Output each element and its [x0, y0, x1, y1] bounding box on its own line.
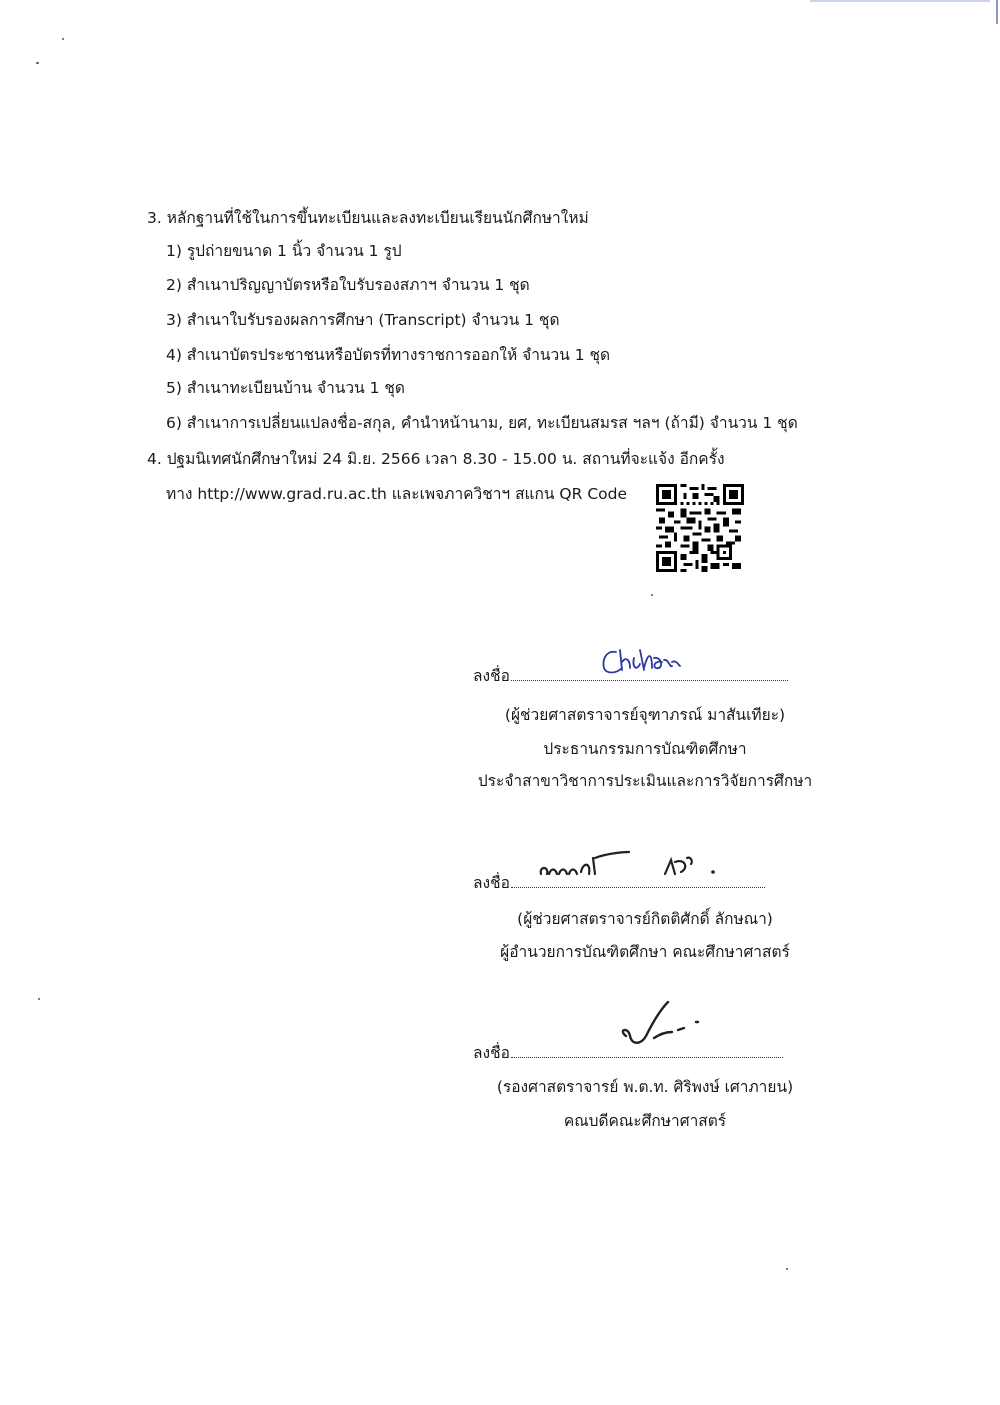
section-3-item: 4) สำเนาบัตรประชาชนหรือบัตรที่ทางราชการออกให้ จำนวน 1 ชุด	[166, 346, 611, 364]
signature-label: ลงชื่อ	[473, 667, 510, 685]
signer-title: ประธานกรรมการบัณฑิตศึกษา	[543, 740, 747, 758]
section-4-line: 4. ปฐมนิเทศนักศึกษาใหม่ 24 มิ.ย. 2566 เวลา 8.30 - 15.00 น. สถานที่จะแจ้ง อีกครั้ง	[147, 450, 725, 468]
signature-image	[535, 848, 745, 888]
section-3-item: 1) รูปถ่ายขนาด 1 นิ้ว จำนวน 1 รูป	[166, 242, 402, 260]
scan-speck	[786, 1268, 788, 1270]
scan-speck	[36, 62, 39, 64]
signer-title: คณบดีคณะศึกษาศาสตร์	[563, 1112, 727, 1130]
section-3-item: 2) สำเนาปริญญาบัตรหรือใบรับรองสภาฯ จำนวน 1 ชุด	[166, 276, 530, 294]
section-4-line: ทาง http://www.grad.ru.ac.th และเพจภาควิชาฯ สแกน QR Code	[166, 485, 628, 503]
signer-name: (ผู้ช่วยศาสตราจารย์กิตติศักดิ์ ลักษณา)	[517, 910, 773, 928]
signer-title: ผู้อำนวยการบัณฑิตศึกษา คณะศึกษาศาสตร์	[500, 943, 790, 961]
signature-image	[600, 646, 690, 680]
signer-name: (รองศาสตราจารย์ พ.ต.ท. ศิริพงษ์ เศาภายน)	[496, 1078, 794, 1096]
signature-image	[616, 996, 716, 1060]
signer-title: ประจำสาขาวิชาการประเมินและการวิจัยการศึกษา	[477, 772, 813, 790]
signer-name: (ผู้ช่วยศาสตราจารย์จุฑาภรณ์ มาสันเทียะ)	[504, 706, 786, 724]
qr-code-icon[interactable]	[656, 484, 744, 572]
signature-label: ลงชื่อ	[473, 874, 510, 892]
scan-speck	[651, 594, 653, 596]
section-3-heading: 3. หลักฐานที่ใช้ในการขึ้นทะเบียนและลงทะเบียนเรียนนักศึกษาใหม่	[147, 209, 589, 227]
scan-edge-mark	[996, 0, 998, 24]
scan-speck	[62, 38, 64, 40]
section-3-item: 5) สำเนาทะเบียนบ้าน จำนวน 1 ชุด	[166, 379, 406, 397]
section-3-item: 3) สำเนาใบรับรองผลการศึกษา (Transcript) จำนวน 1 ชุด	[166, 311, 560, 329]
section-3-item: 6) สำเนาการเปลี่ยนแปลงชื่อ-สกุล, คำนำหน้านาม, ยศ, ทะเบียนสมรส ฯลฯ (ถ้ามี) จำนวน 1 ชุด	[166, 414, 798, 432]
scan-speck	[38, 998, 40, 1000]
signature-label: ลงชื่อ	[473, 1044, 510, 1062]
scan-edge-mark	[810, 0, 990, 2]
